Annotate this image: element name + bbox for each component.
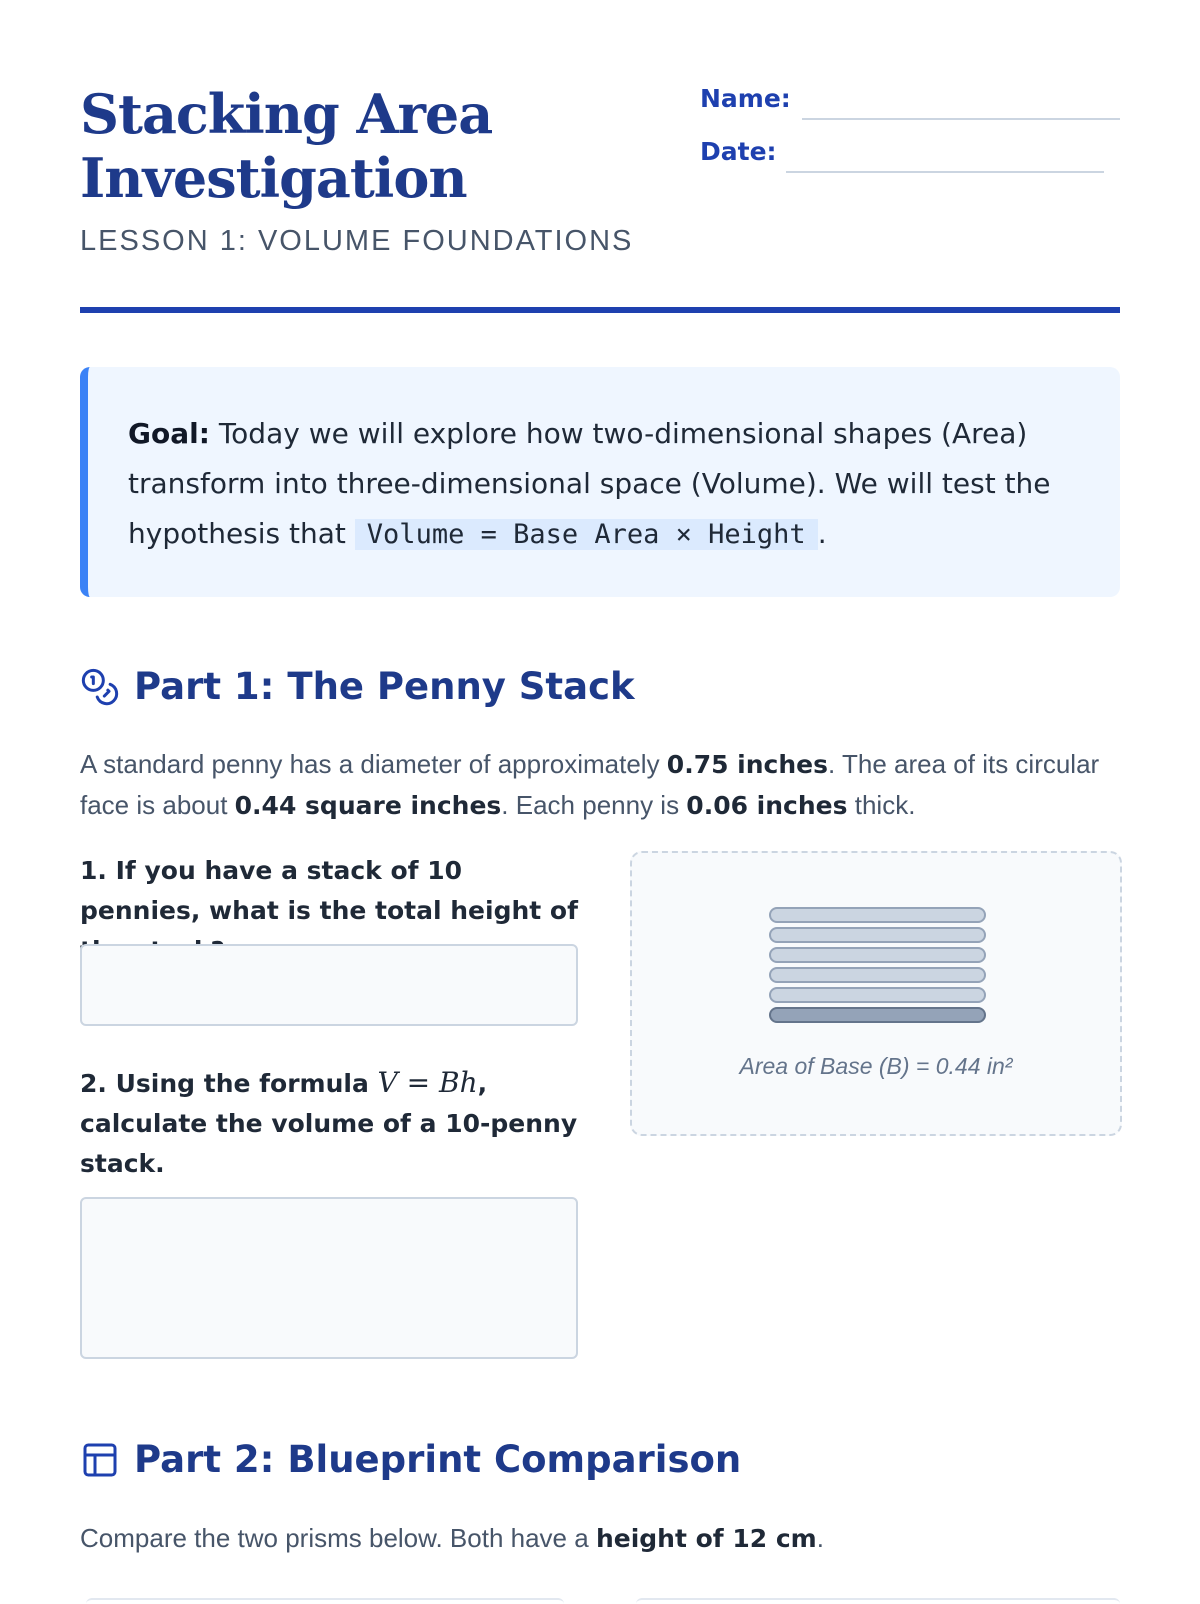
- name-row: [700, 80, 1120, 133]
- intro-text-1: A standard penny has a diameter of approximately: [80, 749, 667, 779]
- title-line-2: Investigation: [80, 146, 467, 210]
- prism-card-b: [636, 1598, 1120, 1604]
- question-1: 1. If you have a stack of 10 pennies, what is the total height of: [80, 856, 578, 925]
- penny-layer: [769, 927, 986, 943]
- prism-height: height of 12 cm: [595, 1524, 817, 1553]
- part2-heading: [80, 1438, 741, 1481]
- intro-text-2: . The area of its circular face is about: [80, 749, 1100, 820]
- part2-title: Part 2: Blueprint Comparison: [134, 1438, 742, 1481]
- q2-text-1: 2. Using the formula: [80, 1069, 378, 1098]
- penny-layer: [769, 947, 986, 963]
- date-label: Date:: [700, 137, 777, 166]
- penny-layer: [769, 987, 986, 1003]
- header-divider: [80, 307, 1120, 313]
- penny-thickness: 0.06 inches: [686, 791, 848, 820]
- title-line-1: Stacking Area: [80, 82, 493, 146]
- part2-text-2: .: [816, 1523, 824, 1553]
- name-label: Name:: [700, 84, 791, 113]
- coins-icon: [80, 667, 120, 707]
- penny-layer: [769, 907, 986, 923]
- goal-callout: [80, 367, 1120, 597]
- answer-box-1[interactable]: [80, 944, 578, 1026]
- student-info: [700, 80, 1120, 186]
- penny-diameter: 0.75 inches: [666, 750, 829, 779]
- part1-heading: [80, 665, 635, 708]
- goal-label: Goal:: [128, 417, 210, 450]
- answer-box-2[interactable]: [80, 1197, 578, 1359]
- goal-formula: Volume = Base Area × Height: [355, 519, 818, 550]
- intro-text-4: thick.: [847, 790, 916, 820]
- penny-stack-diagram: [630, 851, 1122, 1136]
- part1-intro: [80, 744, 1120, 826]
- goal-text: Today we will explore how two-dimensional shapes (Area) transform into three-dimensional space (Volume). We will test the hypothesis that: [128, 417, 1051, 550]
- question-2: [80, 1063, 580, 1184]
- penny-layer: [769, 967, 986, 983]
- date-row: [700, 133, 1120, 186]
- part2-text-1: Compare the two prisms below. Both have a: [80, 1523, 596, 1553]
- penny-area: 0.44 square inches: [234, 791, 502, 820]
- penny-base-layer: [769, 1007, 986, 1023]
- goal-text-end: .: [817, 517, 827, 550]
- q2-text-2: , calculate the volume of a 10-penny stack.: [80, 1069, 578, 1178]
- q2-formula: V = Bh: [377, 1066, 478, 1099]
- layout-icon: [80, 1440, 120, 1480]
- part1-title: Part 1: The Penny Stack: [134, 665, 635, 708]
- part2-intro: [80, 1518, 1120, 1559]
- diagram-caption: Area of Base (B) = 0.44 in²: [739, 1053, 1013, 1079]
- lesson-subtitle: LESSON 1: VOLUME FOUNDATIONS: [80, 225, 634, 257]
- page-title: [80, 82, 492, 210]
- name-field[interactable]: [802, 118, 1120, 120]
- date-field[interactable]: [786, 171, 1104, 173]
- prism-card-a: [86, 1598, 564, 1604]
- intro-text-3: . Each penny is: [501, 790, 687, 820]
